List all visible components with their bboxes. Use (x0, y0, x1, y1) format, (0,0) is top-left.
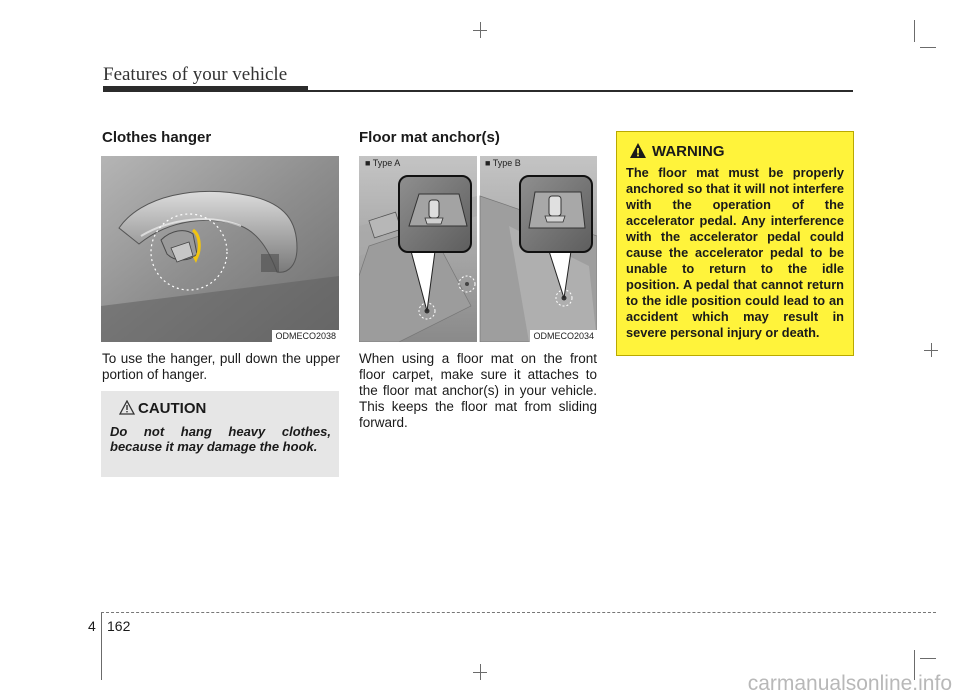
crop-mark-bottom-center-h (473, 672, 487, 673)
page-number: 162 (107, 618, 131, 634)
crop-mark-right-center-v (931, 343, 932, 357)
clothes-hanger-photo (101, 156, 339, 342)
warning-box (616, 131, 854, 356)
page-header-title: Features of your vehicle (103, 64, 288, 85)
section-heading-floor-mat-anchor: Floor mat anchor(s) (359, 129, 500, 146)
caution-box (101, 391, 339, 477)
caution-icon (119, 400, 135, 420)
warning-text: The floor mat must be properly anchored so that it will not interfere with the operation of the accelerator pedal. Any interference with the accelerator pedal could cause the accelerator pedal to be unable to return to the idle position. A pedal that cannot return to the idle position could lead to an accident which may result in severe personal injury or death. (626, 165, 844, 340)
type-b-label: ■ Type B (485, 158, 521, 168)
crop-mark-bottom-right-h (920, 658, 936, 659)
image-code-label: ODMECO2038 (272, 330, 339, 342)
floor-mat-anchor-photo (359, 156, 597, 342)
footer-dashed-rule (101, 612, 936, 613)
watermark-text: carmanualsonline.info (747, 672, 952, 695)
caution-title: CAUTION (138, 400, 207, 417)
chapter-number: 4 (88, 618, 96, 634)
warning-title: WARNING (652, 143, 725, 160)
warning-icon (629, 142, 647, 164)
section-heading-clothes-hanger: Clothes hanger (102, 129, 212, 146)
type-a-label: ■ Type A (365, 158, 401, 168)
crop-mark-top-center-h (473, 30, 487, 31)
footer-page-divider (101, 617, 102, 637)
floor-mat-body-text: When using a floor mat on the front floor carpet, make sure it attaches to the floor mat anchor(s) in your vehicle. This keeps the floor mat from sliding forward. (359, 351, 597, 430)
header-rule-thick (103, 86, 308, 92)
header-rule-thin (308, 90, 853, 92)
caution-text: Do not hang heavy clothes, because it may damage the hook. (110, 424, 331, 454)
image-code-label: ODMECO2034 (530, 330, 597, 342)
crop-mark-top-right-v (914, 20, 915, 42)
crop-mark-top-right-h (920, 47, 936, 48)
clothes-hanger-body-text: To use the hanger, pull down the upper portion of hanger. (102, 351, 340, 382)
